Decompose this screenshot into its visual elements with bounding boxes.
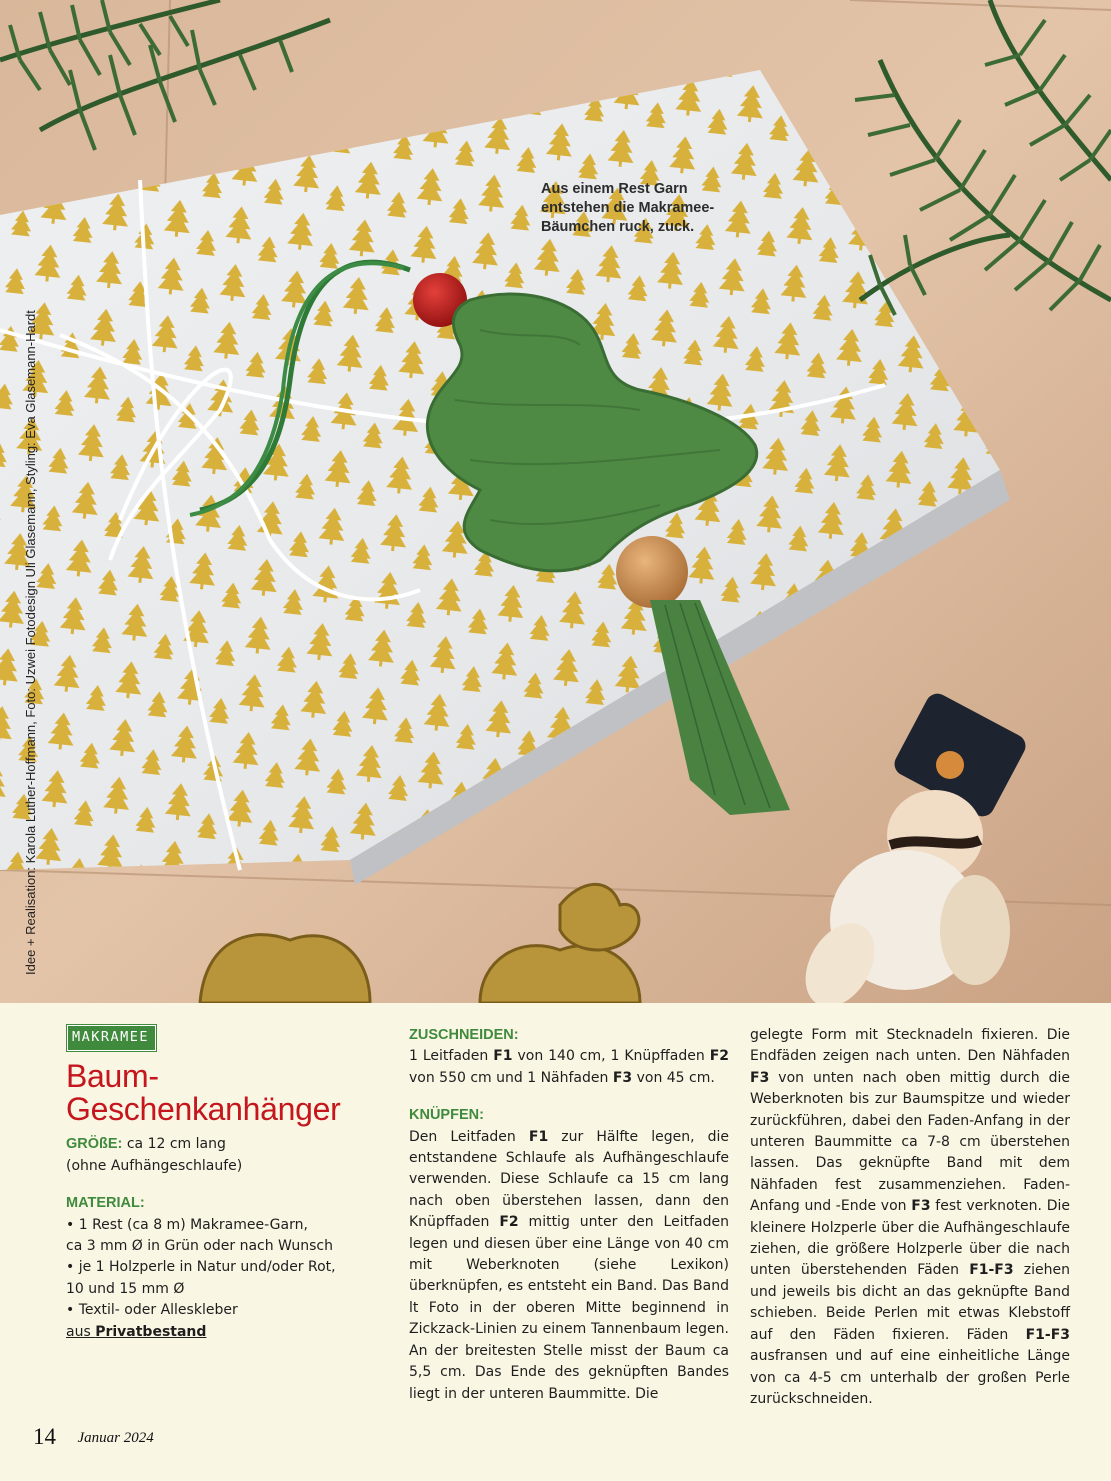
material-label: MATERIAL: <box>66 1195 145 1212</box>
category-tag: MAKRAMEE <box>67 1025 156 1051</box>
knot-label: KNÜPFEN: <box>409 1107 484 1124</box>
thread-code: F3 <box>911 1198 931 1215</box>
cut-text: 1 Leitfaden F1 von 140 cm, 1 Knüpffaden F2 von 550 cm und 1 Nähfaden F3 von 45 cm. <box>409 1048 730 1086</box>
thread-code: F1 <box>493 1048 513 1065</box>
size-label: GRÖßE: <box>66 1136 123 1153</box>
photo-caption: Aus einem Rest Garn entstehen die Makramee-Bäumchen ruck, zuck. <box>541 181 715 235</box>
material-item: • je 1 Holzperle in Natur und/oder Rot, <box>66 1259 336 1276</box>
thread-code: F3 <box>750 1069 770 1086</box>
title-line-1: Baum- <box>66 1058 159 1095</box>
size-info <box>66 1134 356 1155</box>
issue-date: Januar 2024 <box>77 1430 154 1446</box>
article-column-2 <box>409 1025 729 1405</box>
photo-credit: Idee + Realisation: Karola Luther-Hoffmann, Foto: Uzwei Fotodesign Uli Glasemann, Styling: Eva Glasemann-Hardt <box>23 310 38 975</box>
material-source <box>66 1322 356 1343</box>
size-text: ca 12 cm lang <box>122 1136 226 1153</box>
article-column-3 <box>750 1025 1070 1410</box>
thread-code: F1-F3 <box>1025 1326 1070 1343</box>
thread-code: F2 <box>499 1214 519 1231</box>
article-title <box>66 1060 356 1126</box>
instructions-continued: gelegte Form mit Stecknadeln fixieren. Die Endfäden zeigen nach unten. Den Nähfaden F3 von unten nach oben mittig durch die Weberknoten bis zur Baumspitze und wieder zurückführen, dabei den Faden-Anfang in der unteren Baummitte ca 7-8 cm überstehen lassen. Das geknüpfte Band mit dem Nähfaden fest zusammenziehen. Faden-Anfang und -Ende von F3 fest verknoten. Die kleinere Holzperle über die Aufhängeschlaufe ziehen, die größere Holzperle über die nach unten überstehenden Fäden F1-F3 ziehen und jeweils bis dicht an das geknüpfte Band schieben. Beide Perlen mit etwas Klebstoff auf den Fäden fixieren. Fäden F1-F3 ausfransen und auf eine einheitliche Länge von ca 4-5 cm unterhalb der großen Perle zurückschneiden. <box>750 1027 1070 1407</box>
thread-code: F1 <box>528 1128 549 1145</box>
title-line-2: Geschenkanhänger <box>66 1091 341 1128</box>
material-source-value: Privatbestand <box>95 1323 207 1340</box>
thread-code: F3 <box>612 1069 633 1086</box>
page-number: 14 <box>33 1424 56 1449</box>
cut-label: ZUSCHNEIDEN: <box>409 1027 519 1043</box>
knot-text: Den Leitfaden F1 zur Hälfte legen, die entstandene Schlaufe als Aufhängeschlaufe verwenden. Diese Schlaufe ca 15 cm lang nach oben überstehen lassen, dann den Knüpffaden F2 mittig unter den Leitfaden legen und diesen über eine Länge von 40 cm mit Weberknoten (siehe Lexikon) überknüpfen, es entsteht ein Band. Das Band lt Foto in der oberen Mitte beginnend in Zickzack-Linien zu einem Tannenbaum legen. An der breitesten Stelle misst der Baum ca 5,5 cm. Das Ende des geknüpften Bandes liegt in der unteren Baummitte. Die <box>409 1128 730 1402</box>
material-item: • 1 Rest (ca 8 m) Makramee-Garn, <box>66 1216 308 1233</box>
size-note: (ohne Aufhängeschlaufe) <box>66 1157 243 1174</box>
material-item: • Textil- oder Alleskleber <box>66 1302 238 1319</box>
material-source-prefix: aus <box>66 1323 96 1340</box>
material-item: ca 3 mm Ø in Grün oder nach Wunsch <box>66 1238 333 1255</box>
thread-code: F1-F3 <box>969 1262 1014 1279</box>
article-intro-column <box>66 1025 356 1343</box>
thread-code: F2 <box>709 1048 730 1065</box>
material-item: 10 und 15 mm Ø <box>66 1280 185 1297</box>
page-footer <box>33 1424 154 1450</box>
